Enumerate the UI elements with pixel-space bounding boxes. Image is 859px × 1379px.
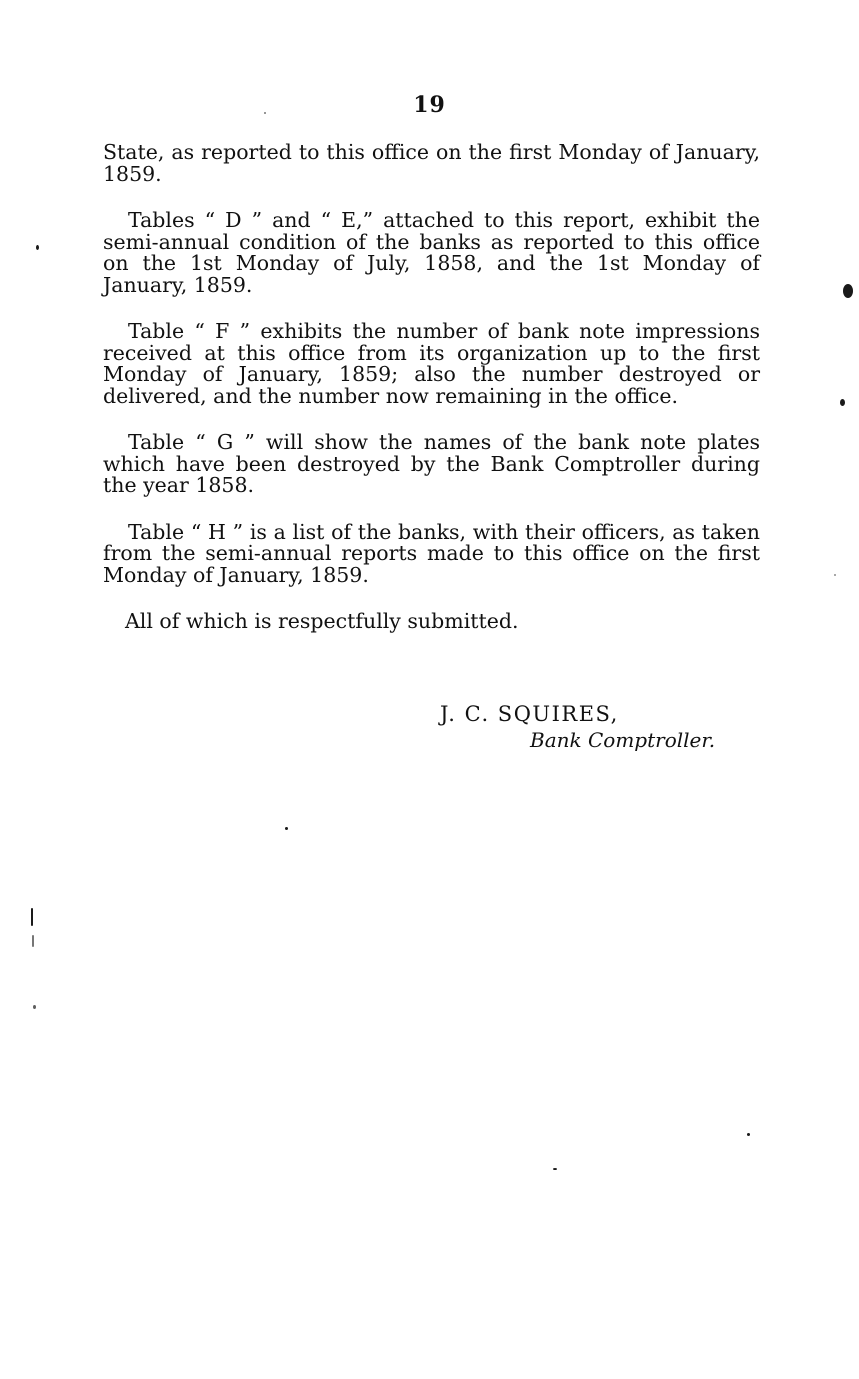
signature-block [440, 700, 760, 752]
scan-speck [264, 112, 266, 114]
signatory-title: Bank Comptroller. [530, 728, 716, 752]
closing-line: All of which is respectfully submitted. [125, 609, 519, 633]
paragraph-continuation: State, as reported to this office on the first Monday of January, 1859. [103, 140, 760, 186]
scan-speck [33, 1005, 36, 1009]
signatory-name: J. C. SQUIRES, [440, 702, 619, 726]
scan-speck [834, 574, 836, 576]
paragraph-table-h: Table “ H ” is a list of the banks, with their officers, as taken from the semi-annual reports made to this office on the first Monday of January, 1859. [103, 519, 760, 587]
scan-speck [32, 935, 34, 947]
scan-speck [747, 1133, 750, 1136]
paragraph-table-g: Table “ G ” will show the names of the bank note plates which have been destroyed by the Bank Comptroller during the year 1858. [103, 430, 760, 497]
report-body [103, 142, 760, 658]
paragraph-tables-d-e: Tables “ D ” and “ E,” attached to this report, exhibit the semi-annual condition of the banks as reported to this office on the 1st Monday of July, 1858, and the 1st Monday of January, 1859. [103, 208, 760, 297]
paragraph-table-f: Table “ F ” exhibits the number of bank note impressions received at this office from its organization up to the first Monday of January, 1859; also the number destroyed or delivered, and the number now remaining in the office. [103, 319, 760, 408]
scan-speck [36, 245, 39, 250]
scan-speck [843, 284, 853, 298]
scan-speck [553, 1168, 557, 1170]
scan-speck [285, 827, 288, 830]
page-number: 19 [413, 92, 446, 118]
scan-speck [840, 399, 845, 406]
scan-speck [31, 908, 33, 926]
